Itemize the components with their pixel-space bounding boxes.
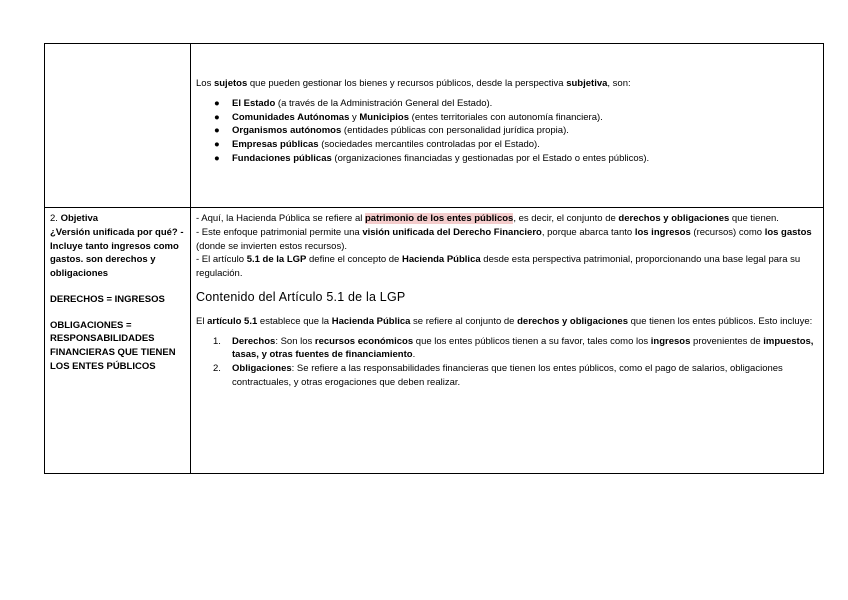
list-item: ● Fundaciones públicas (organizaciones financiadas y gestionadas por el Estado o entes públicos). (214, 152, 650, 164)
list-item: ● Empresas públicas (sociedades mercantiles controladas por el Estado). (214, 139, 540, 151)
bullet-icon: ● (214, 111, 220, 123)
derechos-label: DERECHOS = INGRESOS (50, 293, 165, 305)
bullet-icon: ● (214, 139, 220, 151)
objetiva-title: 2. Objetiva (50, 213, 99, 224)
bullet-icon: ● (214, 125, 220, 137)
objetiva-question: ¿Versión unificada por qué? - Incluye tanto ingresos como gastos. son derechos y obligaciones (50, 226, 184, 280)
paragraph-enfoque: - Este enfoque patrimonial permite una visión unificada del Derecho Financiero, porque abarca tanto los ingresos (recursos) como los gastos (donde se invierten estos recursos). (196, 226, 812, 252)
paragraph-contenido: El artículo 5.1 establece que la Hacienda Pública se refiere al conjunto de derechos y obligaciones que tienen los entes públicos. Esto incluye: (196, 315, 813, 327)
paragraph-patrimonio: - Aquí, la Hacienda Pública se refiere al patrimonio de los entes públicos, es decir, el conjunto de derechos y obligaciones que tienen. (196, 213, 779, 224)
paragraph-articulo: - El artículo 5.1 de la LGP define el concepto de Hacienda Pública desde esta perspectiva patrimonial, proporcionando una base legal para su regulación. (196, 254, 801, 280)
bullet-icon: ● (214, 152, 220, 164)
row2-left-cell (45, 208, 191, 474)
row1-right-cell (191, 44, 824, 208)
sujetos-intro: Los sujetos que pueden gestionar los bienes y recursos públicos, desde la perspectiva subjetiva, son: (196, 78, 631, 89)
list-item: 2. Obligaciones: Se refiere a las responsabilidades financieras que tienen los entes públicos, como el pago de salarios, obligaciones contractuales, y otras erogaciones que deben realizar. (213, 363, 783, 389)
bullet-icon: ● (214, 97, 220, 109)
section-heading: Contenido del Artículo 5.1 de la LGP (196, 289, 406, 304)
list-item: ● El Estado (a través de la Administración General del Estado). (214, 97, 493, 109)
list-item: ● Organismos autónomos (entidades públicas con personalidad jurídica propia). (214, 125, 569, 137)
table-row (45, 44, 824, 208)
sujetos-list (196, 97, 818, 166)
list-item: ● Comunidades Autónomas y Municipios (entes territoriales con autonomía financiera). (214, 111, 603, 123)
obligaciones-label: OBLIGACIONES = RESPONSABILIDADES FINANCIERAS QUE TIENEN LOS ENTES PÚBLICOS (50, 319, 176, 372)
articulo-list (196, 335, 818, 390)
row2-right-cell (191, 208, 824, 474)
row1-left-cell (45, 44, 191, 208)
list-item: 1. Derechos: Son los recursos económicos que los entes públicos tienen a su favor, tales como los ingresos provenientes de impuestos, tasas, y otras fuentes de financiamiento. (213, 335, 814, 361)
content-table (44, 43, 824, 474)
table-row (45, 208, 824, 474)
